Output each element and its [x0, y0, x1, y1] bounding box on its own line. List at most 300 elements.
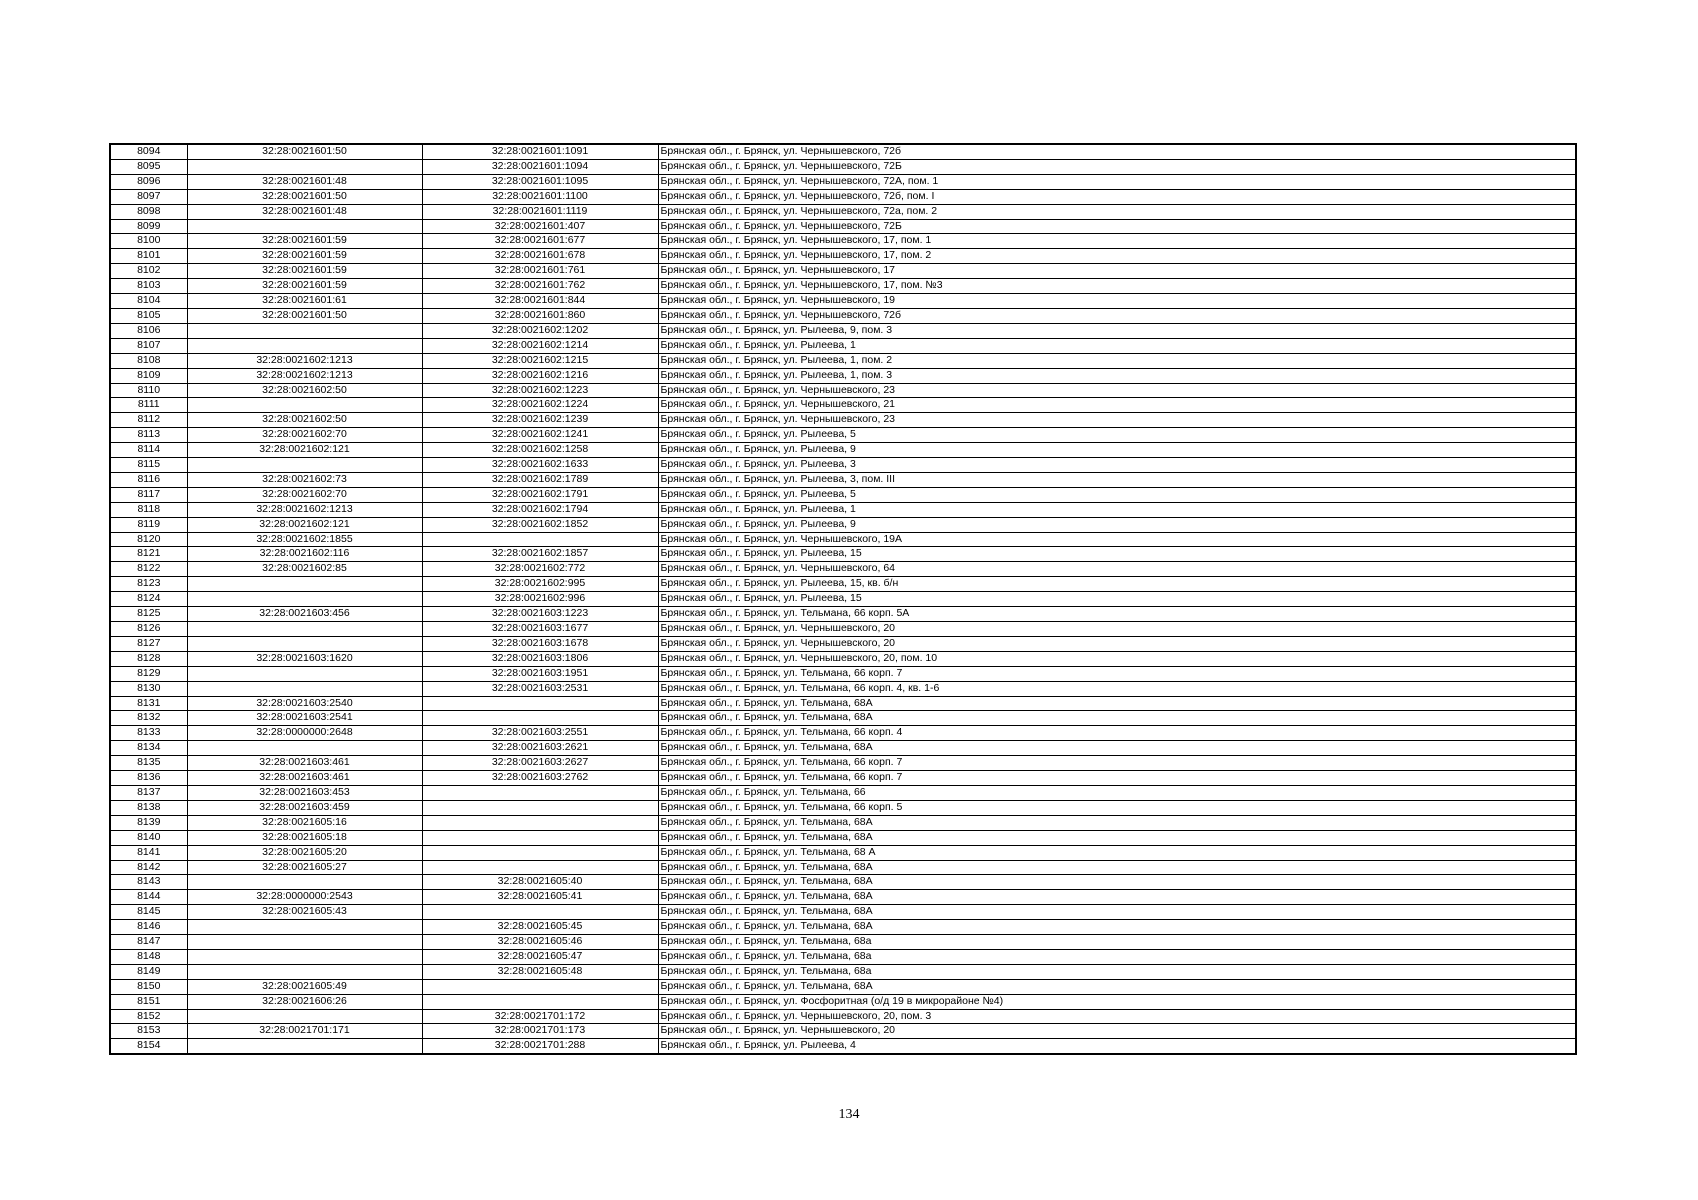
table-row [110, 771, 1576, 786]
object-cadastral-number-cell: 32:28:0021603:2531 [422, 681, 658, 696]
address-cell: Брянская обл., г. Брянск, ул. Рылеева, 3 [658, 458, 1576, 473]
object-cadastral-number-cell: 32:28:0021601:1095 [422, 174, 658, 189]
table-row [110, 681, 1576, 696]
object-cadastral-number-cell: 32:28:0021602:772 [422, 562, 658, 577]
table-row [110, 651, 1576, 666]
row-number-cell: 8132 [110, 711, 187, 726]
address-cell: Брянская обл., г. Брянск, ул. Тельмана, 68 А [658, 845, 1576, 860]
land-cadastral-number-cell: 32:28:0021603:453 [187, 785, 422, 800]
land-cadastral-number-cell [187, 935, 422, 950]
row-number-cell: 8109 [110, 368, 187, 383]
object-cadastral-number-cell: 32:28:0021605:47 [422, 949, 658, 964]
row-number-cell: 8152 [110, 1009, 187, 1024]
object-cadastral-number-cell: 32:28:0021601:860 [422, 308, 658, 323]
object-cadastral-number-cell: 32:28:0021602:995 [422, 577, 658, 592]
row-number-cell: 8144 [110, 890, 187, 905]
table-row [110, 979, 1576, 994]
row-number-cell: 8147 [110, 935, 187, 950]
object-cadastral-number-cell: 32:28:0021602:996 [422, 592, 658, 607]
row-number-cell: 8100 [110, 234, 187, 249]
land-cadastral-number-cell: 32:28:0021603:461 [187, 756, 422, 771]
address-cell: Брянская обл., г. Брянск, ул. Тельмана, 68а [658, 949, 1576, 964]
land-cadastral-number-cell: 32:28:0021601:50 [187, 189, 422, 204]
table-row [110, 398, 1576, 413]
table-row [110, 547, 1576, 562]
row-number-cell: 8118 [110, 502, 187, 517]
row-number-cell: 8141 [110, 845, 187, 860]
address-cell: Брянская обл., г. Брянск, ул. Чернышевского, 20 [658, 636, 1576, 651]
row-number-cell: 8145 [110, 905, 187, 920]
table-row [110, 860, 1576, 875]
land-cadastral-number-cell [187, 338, 422, 353]
table-row [110, 294, 1576, 309]
row-number-cell: 8097 [110, 189, 187, 204]
table-row [110, 189, 1576, 204]
address-cell: Брянская обл., г. Брянск, ул. Чернышевского, 72Б [658, 159, 1576, 174]
object-cadastral-number-cell: 32:28:0021605:45 [422, 920, 658, 935]
table-row [110, 517, 1576, 532]
address-cell: Брянская обл., г. Брянск, ул. Тельмана, 68А [658, 890, 1576, 905]
table-row [110, 487, 1576, 502]
land-cadastral-number-cell: 32:28:0021602:1213 [187, 368, 422, 383]
row-number-cell: 8111 [110, 398, 187, 413]
object-cadastral-number-cell: 32:28:0021602:1857 [422, 547, 658, 562]
land-cadastral-number-cell: 32:28:0021603:2541 [187, 711, 422, 726]
object-cadastral-number-cell: 32:28:0021602:1852 [422, 517, 658, 532]
object-cadastral-number-cell: 32:28:0021602:1789 [422, 472, 658, 487]
land-cadastral-number-cell: 32:28:0021601:48 [187, 174, 422, 189]
address-cell: Брянская обл., г. Брянск, ул. Тельмана, 66 корп. 5 [658, 800, 1576, 815]
land-cadastral-number-cell [187, 592, 422, 607]
land-cadastral-number-cell: 32:28:0021605:49 [187, 979, 422, 994]
land-cadastral-number-cell: 32:28:0021602:1855 [187, 532, 422, 547]
object-cadastral-number-cell [422, 994, 658, 1009]
land-cadastral-number-cell [187, 622, 422, 637]
object-cadastral-number-cell [422, 815, 658, 830]
table-row [110, 144, 1576, 159]
row-number-cell: 8139 [110, 815, 187, 830]
table-row [110, 815, 1576, 830]
object-cadastral-number-cell [422, 860, 658, 875]
row-number-cell: 8095 [110, 159, 187, 174]
object-cadastral-number-cell [422, 711, 658, 726]
row-number-cell: 8121 [110, 547, 187, 562]
object-cadastral-number-cell [422, 800, 658, 815]
address-cell: Брянская обл., г. Брянск, ул. Рылеева, 15 [658, 547, 1576, 562]
object-cadastral-number-cell: 32:28:0021701:173 [422, 1024, 658, 1039]
table-row [110, 249, 1576, 264]
table-row [110, 443, 1576, 458]
table-row [110, 994, 1576, 1009]
land-cadastral-number-cell: 32:28:0021605:43 [187, 905, 422, 920]
object-cadastral-number-cell: 32:28:0021603:2762 [422, 771, 658, 786]
row-number-cell: 8129 [110, 666, 187, 681]
row-number-cell: 8098 [110, 204, 187, 219]
land-cadastral-number-cell: 32:28:0000000:2648 [187, 726, 422, 741]
table-row [110, 562, 1576, 577]
object-cadastral-number-cell [422, 830, 658, 845]
table-row [110, 1024, 1576, 1039]
land-cadastral-number-cell [187, 964, 422, 979]
object-cadastral-number-cell: 32:28:0021601:407 [422, 219, 658, 234]
row-number-cell: 8110 [110, 383, 187, 398]
address-cell: Брянская обл., г. Брянск, ул. Чернышевского, 23 [658, 413, 1576, 428]
address-cell: Брянская обл., г. Брянск, ул. Рылеева, 1, пом. 3 [658, 368, 1576, 383]
object-cadastral-number-cell: 32:28:0021602:1216 [422, 368, 658, 383]
row-number-cell: 8113 [110, 428, 187, 443]
table-row [110, 279, 1576, 294]
land-cadastral-number-cell: 32:28:0021605:16 [187, 815, 422, 830]
table-row [110, 666, 1576, 681]
registry-table [109, 143, 1577, 1055]
address-cell: Брянская обл., г. Брянск, ул. Тельмана, 68а [658, 935, 1576, 950]
row-number-cell: 8140 [110, 830, 187, 845]
row-number-cell: 8101 [110, 249, 187, 264]
row-number-cell: 8154 [110, 1039, 187, 1054]
object-cadastral-number-cell: 32:28:0021602:1223 [422, 383, 658, 398]
row-number-cell: 8102 [110, 264, 187, 279]
land-cadastral-number-cell: 32:28:0021701:171 [187, 1024, 422, 1039]
page-number: 134 [838, 1107, 860, 1122]
object-cadastral-number-cell: 32:28:0021602:1633 [422, 458, 658, 473]
address-cell: Брянская обл., г. Брянск, ул. Рылеева, 15, кв. б/н [658, 577, 1576, 592]
land-cadastral-number-cell: 32:28:0021601:61 [187, 294, 422, 309]
table-row [110, 368, 1576, 383]
object-cadastral-number-cell: 32:28:0021601:678 [422, 249, 658, 264]
address-cell: Брянская обл., г. Брянск, ул. Рылеева, 5 [658, 487, 1576, 502]
row-number-cell: 8126 [110, 622, 187, 637]
table-row [110, 726, 1576, 741]
object-cadastral-number-cell: 32:28:0021605:46 [422, 935, 658, 950]
land-cadastral-number-cell: 32:28:0021601:48 [187, 204, 422, 219]
land-cadastral-number-cell [187, 681, 422, 696]
table-row [110, 219, 1576, 234]
table-row [110, 338, 1576, 353]
row-number-cell: 8104 [110, 294, 187, 309]
land-cadastral-number-cell: 32:28:0021601:59 [187, 279, 422, 294]
table-row [110, 159, 1576, 174]
row-number-cell: 8105 [110, 308, 187, 323]
row-number-cell: 8119 [110, 517, 187, 532]
land-cadastral-number-cell: 32:28:0021605:27 [187, 860, 422, 875]
table-row [110, 964, 1576, 979]
land-cadastral-number-cell [187, 636, 422, 651]
address-cell: Брянская обл., г. Брянск, ул. Чернышевского, 20 [658, 1024, 1576, 1039]
object-cadastral-number-cell: 32:28:0021605:40 [422, 875, 658, 890]
object-cadastral-number-cell [422, 532, 658, 547]
object-cadastral-number-cell: 32:28:0021603:2627 [422, 756, 658, 771]
land-cadastral-number-cell [187, 159, 422, 174]
object-cadastral-number-cell: 32:28:0021603:1678 [422, 636, 658, 651]
row-number-cell: 8149 [110, 964, 187, 979]
table-row [110, 1039, 1576, 1054]
table-row [110, 264, 1576, 279]
object-cadastral-number-cell: 32:28:0021603:1223 [422, 607, 658, 622]
row-number-cell: 8120 [110, 532, 187, 547]
land-cadastral-number-cell [187, 398, 422, 413]
object-cadastral-number-cell: 32:28:0021601:1100 [422, 189, 658, 204]
address-cell: Брянская обл., г. Брянск, ул. Чернышевского, 20, пом. 10 [658, 651, 1576, 666]
table-row [110, 890, 1576, 905]
row-number-cell: 8106 [110, 323, 187, 338]
row-number-cell: 8112 [110, 413, 187, 428]
table-row [110, 308, 1576, 323]
row-number-cell: 8116 [110, 472, 187, 487]
address-cell: Брянская обл., г. Брянск, ул. Чернышевского, 72а, пом. 2 [658, 204, 1576, 219]
address-cell: Брянская обл., г. Брянск, ул. Тельмана, 68А [658, 875, 1576, 890]
row-number-cell: 8115 [110, 458, 187, 473]
address-cell: Брянская обл., г. Брянск, ул. Чернышевского, 64 [658, 562, 1576, 577]
object-cadastral-number-cell: 32:28:0021605:48 [422, 964, 658, 979]
object-cadastral-number-cell: 32:28:0021601:844 [422, 294, 658, 309]
row-number-cell: 8130 [110, 681, 187, 696]
row-number-cell: 8114 [110, 443, 187, 458]
address-cell: Брянская обл., г. Брянск, ул. Тельмана, 68А [658, 815, 1576, 830]
row-number-cell: 8131 [110, 696, 187, 711]
row-number-cell: 8138 [110, 800, 187, 815]
land-cadastral-number-cell: 32:28:0021603:2540 [187, 696, 422, 711]
address-cell: Брянская обл., г. Брянск, ул. Чернышевского, 72б [658, 144, 1576, 159]
address-cell: Брянская обл., г. Брянск, ул. Тельмана, 66 корп. 4, кв. 1-6 [658, 681, 1576, 696]
land-cadastral-number-cell [187, 1009, 422, 1024]
table-row [110, 458, 1576, 473]
row-number-cell: 8125 [110, 607, 187, 622]
object-cadastral-number-cell: 32:28:0021603:1677 [422, 622, 658, 637]
land-cadastral-number-cell [187, 949, 422, 964]
address-cell: Брянская обл., г. Брянск, ул. Чернышевского, 72А, пом. 1 [658, 174, 1576, 189]
row-number-cell: 8134 [110, 741, 187, 756]
land-cadastral-number-cell: 32:28:0021603:461 [187, 771, 422, 786]
land-cadastral-number-cell: 32:28:0021602:121 [187, 443, 422, 458]
land-cadastral-number-cell: 32:28:0021601:50 [187, 144, 422, 159]
row-number-cell: 8143 [110, 875, 187, 890]
object-cadastral-number-cell: 32:28:0021701:288 [422, 1039, 658, 1054]
row-number-cell: 8108 [110, 353, 187, 368]
registry-table-body [110, 144, 1576, 1054]
land-cadastral-number-cell: 32:28:0021602:50 [187, 413, 422, 428]
table-row [110, 204, 1576, 219]
object-cadastral-number-cell: 32:28:0021603:1806 [422, 651, 658, 666]
land-cadastral-number-cell: 32:28:0021601:59 [187, 264, 422, 279]
table-row [110, 502, 1576, 517]
object-cadastral-number-cell: 32:28:0021605:41 [422, 890, 658, 905]
address-cell: Брянская обл., г. Брянск, ул. Тельмана, 66 корп. 4 [658, 726, 1576, 741]
land-cadastral-number-cell [187, 458, 422, 473]
object-cadastral-number-cell: 32:28:0021602:1258 [422, 443, 658, 458]
object-cadastral-number-cell: 32:28:0021601:1091 [422, 144, 658, 159]
address-cell: Брянская обл., г. Брянск, ул. Чернышевского, 72б, пом. I [658, 189, 1576, 204]
object-cadastral-number-cell: 32:28:0021602:1239 [422, 413, 658, 428]
table-row [110, 234, 1576, 249]
address-cell: Брянская обл., г. Брянск, ул. Чернышевского, 17, пом. №3 [658, 279, 1576, 294]
address-cell: Брянская обл., г. Брянск, ул. Тельмана, 68А [658, 830, 1576, 845]
land-cadastral-number-cell: 32:28:0021602:70 [187, 487, 422, 502]
object-cadastral-number-cell: 32:28:0021602:1214 [422, 338, 658, 353]
address-cell: Брянская обл., г. Брянск, ул. Рылеева, 1, пом. 2 [658, 353, 1576, 368]
land-cadastral-number-cell [187, 219, 422, 234]
row-number-cell: 8107 [110, 338, 187, 353]
land-cadastral-number-cell: 32:28:0000000:2543 [187, 890, 422, 905]
object-cadastral-number-cell [422, 845, 658, 860]
land-cadastral-number-cell: 32:28:0021602:116 [187, 547, 422, 562]
address-cell: Брянская обл., г. Брянск, ул. Рылеева, 9 [658, 443, 1576, 458]
row-number-cell: 8096 [110, 174, 187, 189]
table-row [110, 532, 1576, 547]
address-cell: Брянская обл., г. Брянск, ул. Рылеева, 5 [658, 428, 1576, 443]
table-row [110, 830, 1576, 845]
table-row [110, 592, 1576, 607]
address-cell: Брянская обл., г. Брянск, ул. Рылеева, 9, пом. 3 [658, 323, 1576, 338]
land-cadastral-number-cell: 32:28:0021601:50 [187, 308, 422, 323]
object-cadastral-number-cell: 32:28:0021602:1794 [422, 502, 658, 517]
object-cadastral-number-cell: 32:28:0021602:1224 [422, 398, 658, 413]
address-cell: Брянская обл., г. Брянск, ул. Тельмана, 66 корп. 5А [658, 607, 1576, 622]
table-row [110, 711, 1576, 726]
land-cadastral-number-cell: 32:28:0021603:1620 [187, 651, 422, 666]
object-cadastral-number-cell: 32:28:0021602:1215 [422, 353, 658, 368]
land-cadastral-number-cell: 32:28:0021602:121 [187, 517, 422, 532]
table-row [110, 577, 1576, 592]
address-cell: Брянская обл., г. Брянск, ул. Тельмана, 66 корп. 7 [658, 756, 1576, 771]
land-cadastral-number-cell: 32:28:0021602:50 [187, 383, 422, 398]
row-number-cell: 8142 [110, 860, 187, 875]
address-cell: Брянская обл., г. Брянск, ул. Чернышевского, 23 [658, 383, 1576, 398]
row-number-cell: 8122 [110, 562, 187, 577]
table-row [110, 845, 1576, 860]
object-cadastral-number-cell: 32:28:0021601:1094 [422, 159, 658, 174]
address-cell: Брянская обл., г. Брянск, ул. Чернышевского, 72б [658, 308, 1576, 323]
row-number-cell: 8103 [110, 279, 187, 294]
land-cadastral-number-cell: 32:28:0021602:70 [187, 428, 422, 443]
address-cell: Брянская обл., г. Брянск, ул. Тельмана, 66 [658, 785, 1576, 800]
table-row [110, 472, 1576, 487]
address-cell: Брянская обл., г. Брянск, ул. Чернышевского, 17, пом. 1 [658, 234, 1576, 249]
land-cadastral-number-cell: 32:28:0021603:459 [187, 800, 422, 815]
table-row [110, 428, 1576, 443]
table-row [110, 905, 1576, 920]
land-cadastral-number-cell [187, 920, 422, 935]
land-cadastral-number-cell [187, 875, 422, 890]
object-cadastral-number-cell: 32:28:0021603:2621 [422, 741, 658, 756]
table-row [110, 413, 1576, 428]
row-number-cell: 8135 [110, 756, 187, 771]
object-cadastral-number-cell [422, 785, 658, 800]
address-cell: Брянская обл., г. Брянск, ул. Чернышевского, 72Б [658, 219, 1576, 234]
land-cadastral-number-cell: 32:28:0021602:85 [187, 562, 422, 577]
object-cadastral-number-cell: 32:28:0021603:1951 [422, 666, 658, 681]
address-cell: Брянская обл., г. Брянск, ул. Рылеева, 9 [658, 517, 1576, 532]
row-number-cell: 8133 [110, 726, 187, 741]
object-cadastral-number-cell [422, 979, 658, 994]
object-cadastral-number-cell [422, 696, 658, 711]
address-cell: Брянская обл., г. Брянск, ул. Чернышевского, 17, пом. 2 [658, 249, 1576, 264]
land-cadastral-number-cell: 32:28:0021606:26 [187, 994, 422, 1009]
address-cell: Брянская обл., г. Брянск, ул. Чернышевского, 19 [658, 294, 1576, 309]
land-cadastral-number-cell [187, 323, 422, 338]
row-number-cell: 8146 [110, 920, 187, 935]
address-cell: Брянская обл., г. Брянск, ул. Тельмана, 68А [658, 979, 1576, 994]
object-cadastral-number-cell: 32:28:0021602:1202 [422, 323, 658, 338]
object-cadastral-number-cell: 32:28:0021602:1241 [422, 428, 658, 443]
land-cadastral-number-cell: 32:28:0021601:59 [187, 234, 422, 249]
table-row [110, 875, 1576, 890]
address-cell: Брянская обл., г. Брянск, ул. Рылеева, 1 [658, 502, 1576, 517]
land-cadastral-number-cell: 32:28:0021602:1213 [187, 353, 422, 368]
row-number-cell: 8127 [110, 636, 187, 651]
row-number-cell: 8123 [110, 577, 187, 592]
table-row [110, 935, 1576, 950]
row-number-cell: 8117 [110, 487, 187, 502]
table-row [110, 949, 1576, 964]
address-cell: Брянская обл., г. Брянск, ул. Тельмана, 66 корп. 7 [658, 666, 1576, 681]
object-cadastral-number-cell: 32:28:0021603:2551 [422, 726, 658, 741]
table-row [110, 636, 1576, 651]
address-cell: Брянская обл., г. Брянск, ул. Рылеева, 3, пом. III [658, 472, 1576, 487]
table-row [110, 1009, 1576, 1024]
land-cadastral-number-cell: 32:28:0021605:18 [187, 830, 422, 845]
object-cadastral-number-cell: 32:28:0021601:761 [422, 264, 658, 279]
address-cell: Брянская обл., г. Брянск, ул. Тельмана, 68а [658, 964, 1576, 979]
land-cadastral-number-cell: 32:28:0021605:20 [187, 845, 422, 860]
table-row [110, 696, 1576, 711]
table-row [110, 741, 1576, 756]
land-cadastral-number-cell [187, 1039, 422, 1054]
address-cell: Брянская обл., г. Брянск, ул. Рылеева, 1 [658, 338, 1576, 353]
table-row [110, 383, 1576, 398]
table-row [110, 800, 1576, 815]
address-cell: Брянская обл., г. Брянск, ул. Тельмана, 66 корп. 7 [658, 771, 1576, 786]
object-cadastral-number-cell: 32:28:0021701:172 [422, 1009, 658, 1024]
object-cadastral-number-cell: 32:28:0021601:1119 [422, 204, 658, 219]
table-row [110, 174, 1576, 189]
row-number-cell: 8150 [110, 979, 187, 994]
row-number-cell: 8124 [110, 592, 187, 607]
address-cell: Брянская обл., г. Брянск, ул. Рылеева, 15 [658, 592, 1576, 607]
land-cadastral-number-cell: 32:28:0021603:456 [187, 607, 422, 622]
address-cell: Брянская обл., г. Брянск, ул. Чернышевского, 17 [658, 264, 1576, 279]
object-cadastral-number-cell: 32:28:0021601:677 [422, 234, 658, 249]
table-row [110, 607, 1576, 622]
table-row [110, 756, 1576, 771]
land-cadastral-number-cell: 32:28:0021602:73 [187, 472, 422, 487]
row-number-cell: 8128 [110, 651, 187, 666]
row-number-cell: 8148 [110, 949, 187, 964]
address-cell: Брянская обл., г. Брянск, ул. Чернышевского, 20, пом. 3 [658, 1009, 1576, 1024]
table-row [110, 353, 1576, 368]
object-cadastral-number-cell [422, 905, 658, 920]
object-cadastral-number-cell: 32:28:0021602:1791 [422, 487, 658, 502]
address-cell: Брянская обл., г. Брянск, ул. Чернышевского, 20 [658, 622, 1576, 637]
row-number-cell: 8153 [110, 1024, 187, 1039]
row-number-cell: 8151 [110, 994, 187, 1009]
object-cadastral-number-cell: 32:28:0021601:762 [422, 279, 658, 294]
address-cell: Брянская обл., г. Брянск, ул. Тельмана, 68А [658, 711, 1576, 726]
address-cell: Брянская обл., г. Брянск, ул. Тельмана, 68А [658, 741, 1576, 756]
address-cell: Брянская обл., г. Брянск, ул. Тельмана, 68А [658, 860, 1576, 875]
row-number-cell: 8136 [110, 771, 187, 786]
land-cadastral-number-cell [187, 741, 422, 756]
row-number-cell: 8094 [110, 144, 187, 159]
table-row [110, 785, 1576, 800]
land-cadastral-number-cell [187, 666, 422, 681]
address-cell: Брянская обл., г. Брянск, ул. Тельмана, 68А [658, 920, 1576, 935]
table-row [110, 622, 1576, 637]
address-cell: Брянская обл., г. Брянск, ул. Тельмана, 68А [658, 696, 1576, 711]
table-row [110, 920, 1576, 935]
address-cell: Брянская обл., г. Брянск, ул. Чернышевского, 21 [658, 398, 1576, 413]
land-cadastral-number-cell [187, 577, 422, 592]
address-cell: Брянская обл., г. Брянск, ул. Рылеева, 4 [658, 1039, 1576, 1054]
